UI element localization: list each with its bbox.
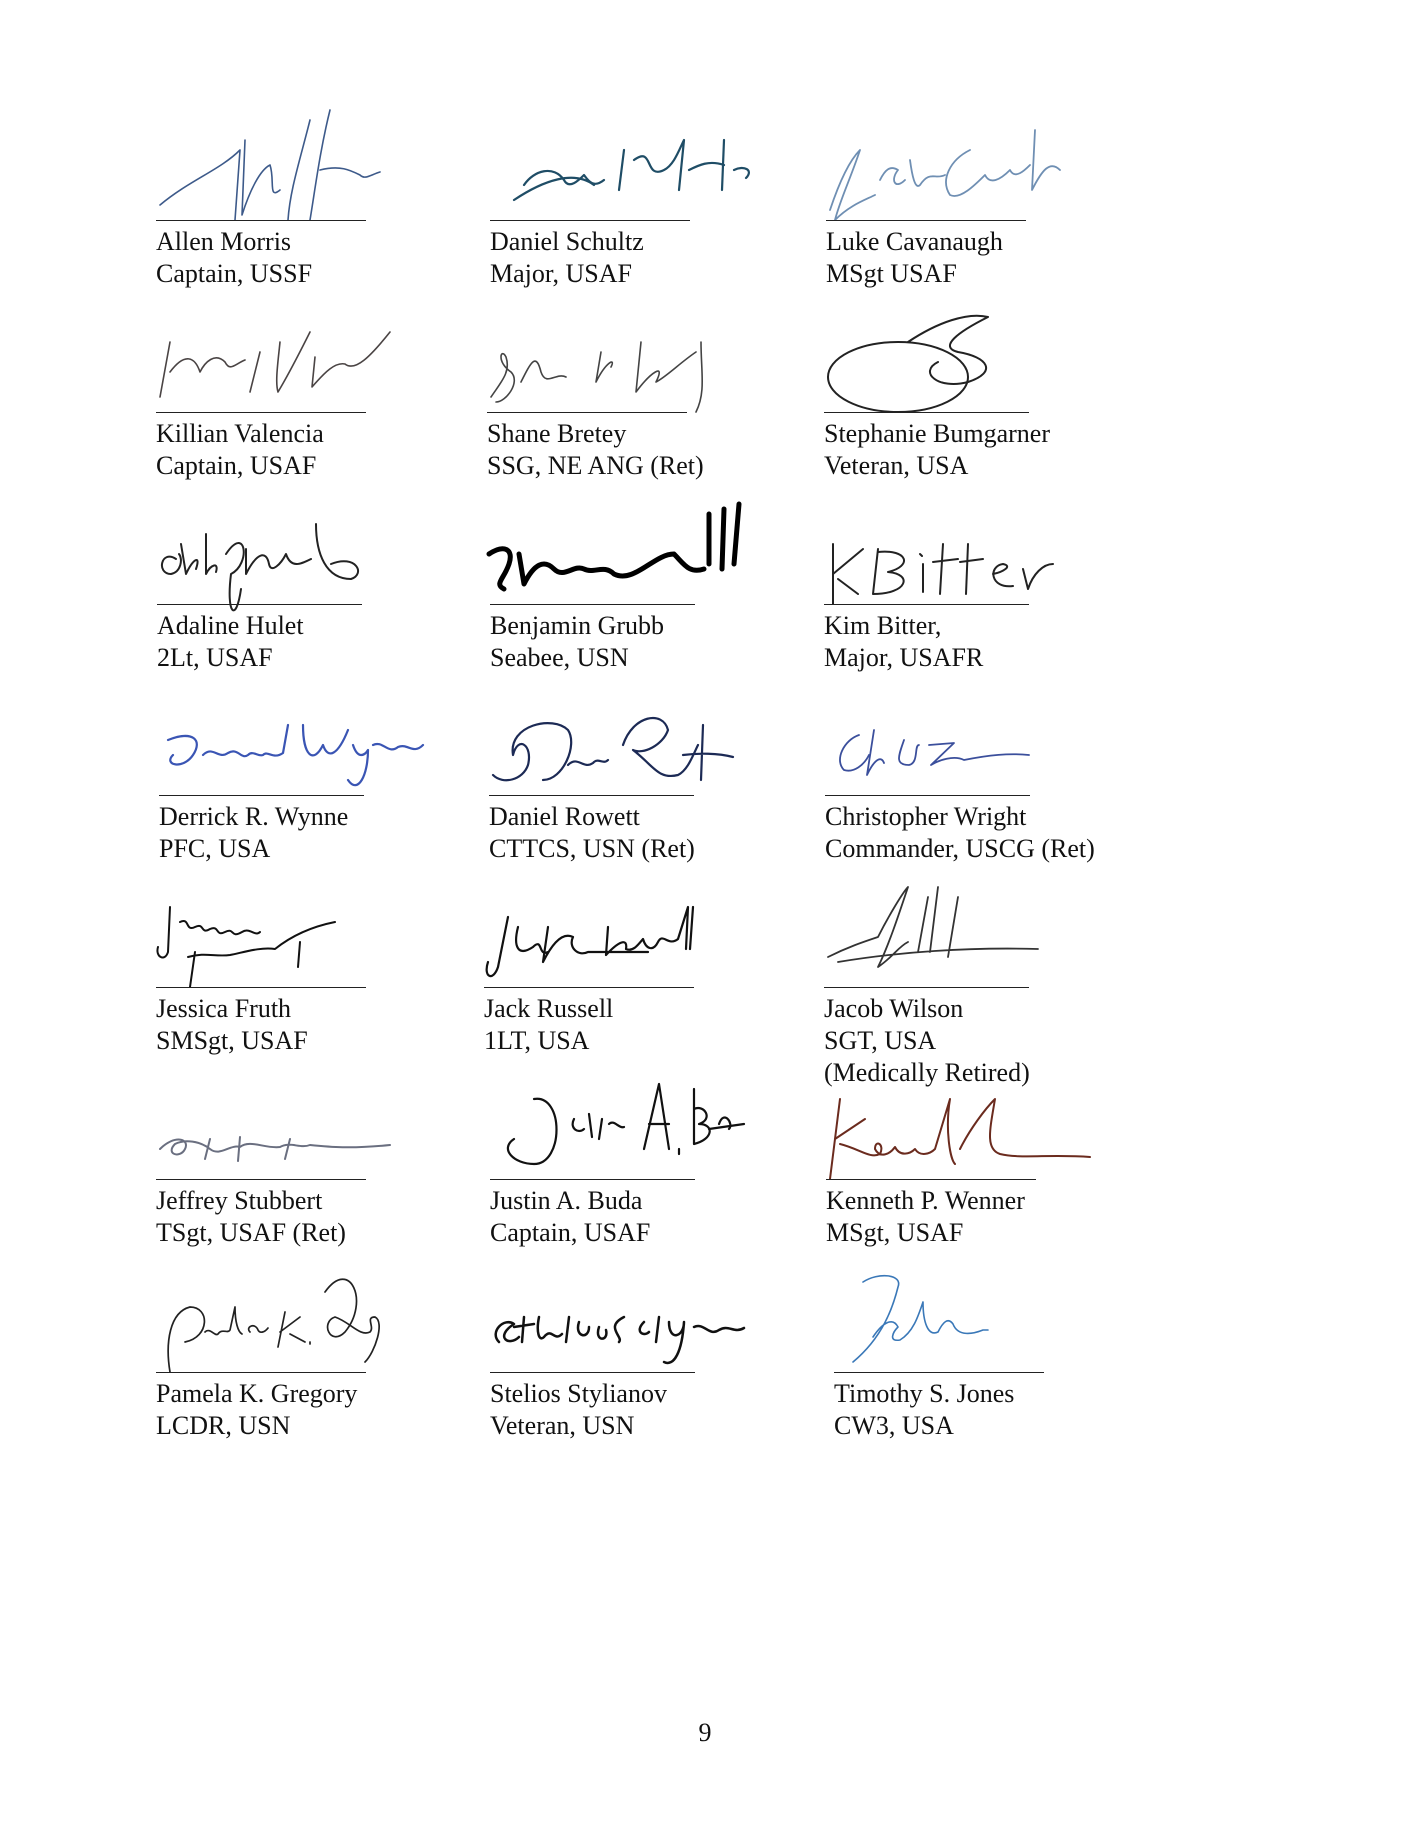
signatory-rank: Major, USAFR	[824, 643, 984, 672]
signature-line	[156, 1372, 366, 1373]
handwritten-signature	[818, 494, 1118, 614]
handwritten-signature	[150, 877, 450, 997]
signature-block	[824, 302, 1124, 502]
signature-block	[826, 110, 1126, 310]
signature-block	[156, 302, 456, 502]
handwritten-signature	[150, 1069, 450, 1189]
signatory-name: Luke Cavanaugh	[826, 227, 1003, 256]
signature-line	[824, 604, 1029, 605]
handwritten-signature	[484, 494, 784, 614]
signatory-name: Stelios Stylianov	[490, 1379, 667, 1408]
signature-line	[490, 1179, 695, 1180]
signatory-name: Kenneth P. Wenner	[826, 1186, 1025, 1215]
signatory-rank: TSgt, USAF (Ret)	[156, 1218, 346, 1247]
signatory-rank: Veteran, USN	[490, 1411, 635, 1440]
handwritten-signature	[484, 110, 784, 230]
signatory-name: Stephanie Bumgarner	[824, 419, 1050, 448]
handwritten-signature	[818, 302, 1118, 422]
signature-block	[156, 1069, 456, 1269]
signatory-rank: MSgt, USAF	[826, 1218, 964, 1247]
signature-block	[156, 1262, 456, 1462]
handwritten-signature	[150, 302, 450, 422]
signature-block	[484, 877, 784, 1077]
signatory-name: Shane Bretey	[487, 419, 627, 448]
signature-line	[826, 220, 1026, 221]
signatory-rank: Major, USAF	[490, 259, 632, 288]
signature-block	[834, 1262, 1134, 1462]
signatory-rank: Veteran, USA	[824, 451, 969, 480]
signatory-name: Justin A. Buda	[490, 1186, 643, 1215]
signatory-rank: SGT, USA	[824, 1026, 937, 1055]
signatory-rank: MSgt USAF	[826, 259, 957, 288]
signatory-name: Pamela K. Gregory	[156, 1379, 358, 1408]
handwritten-signature	[820, 1069, 1120, 1189]
signature-line	[156, 987, 366, 988]
signature-block	[490, 110, 790, 310]
signature-line	[490, 220, 690, 221]
signatory-name: Timothy S. Jones	[834, 1379, 1015, 1408]
signatory-name: Daniel Rowett	[489, 802, 640, 831]
signature-block	[157, 494, 457, 694]
signatory-rank: CTTCS, USN (Ret)	[489, 834, 695, 863]
handwritten-signature	[818, 877, 1118, 997]
handwritten-signature	[484, 1069, 784, 1189]
signature-line	[159, 795, 364, 796]
signature-block	[487, 302, 787, 502]
signature-line	[489, 795, 694, 796]
signatory-name: Jeffrey Stubbert	[156, 1186, 323, 1215]
signatory-rank: Commander, USCG (Ret)	[825, 834, 1095, 863]
signature-line	[156, 220, 366, 221]
signatory-name: Benjamin Grubb	[490, 611, 665, 640]
handwritten-signature	[151, 494, 451, 614]
signatory-name: Jack Russell	[484, 994, 614, 1023]
signature-block	[826, 1069, 1126, 1269]
signature-block	[156, 110, 456, 310]
signature-line	[157, 604, 362, 605]
signature-line	[156, 412, 366, 413]
signature-block	[490, 494, 790, 694]
signature-line	[824, 987, 1029, 988]
signatory-name: Jessica Fruth	[156, 994, 292, 1023]
signature-line	[490, 604, 695, 605]
handwritten-signature	[150, 1262, 450, 1382]
signature-block	[490, 1069, 790, 1269]
signatory-rank-note: (Medically Retired)	[824, 1058, 1030, 1087]
signatory-rank: SSG, NE ANG (Ret)	[487, 451, 704, 480]
handwritten-signature	[478, 877, 778, 997]
handwritten-signature	[150, 110, 450, 230]
signatory-name: Christopher Wright	[825, 802, 1027, 831]
signatory-rank: CW3, USA	[834, 1411, 954, 1440]
signature-block	[824, 494, 1124, 694]
handwritten-signature	[820, 110, 1120, 230]
signature-line	[156, 1179, 366, 1180]
signatory-rank: 1LT, USA	[484, 1026, 590, 1055]
signature-line	[834, 1372, 1044, 1373]
signature-block	[489, 685, 789, 885]
signatory-rank: PFC, USA	[159, 834, 271, 863]
signatory-rank: LCDR, USN	[156, 1411, 291, 1440]
handwritten-signature	[481, 302, 781, 422]
signature-line	[490, 1372, 695, 1373]
signatory-rank: SMSgt, USAF	[156, 1026, 308, 1055]
handwritten-signature	[828, 1262, 1128, 1382]
signature-line	[487, 412, 687, 413]
signatory-name: Kim Bitter,	[824, 611, 942, 640]
handwritten-signature	[484, 1262, 784, 1382]
signatory-name: Jacob Wilson	[824, 994, 964, 1023]
handwritten-signature	[819, 685, 1119, 805]
signatory-rank: Captain, USSF	[156, 259, 313, 288]
signature-block	[156, 877, 456, 1077]
signature-line	[484, 987, 694, 988]
signatory-name: Adaline Hulet	[157, 611, 304, 640]
signatory-rank: Captain, USAF	[156, 451, 317, 480]
signature-line	[824, 412, 1029, 413]
handwritten-signature	[153, 685, 453, 805]
signatory-name: Derrick R. Wynne	[159, 802, 349, 831]
signatory-name: Killian Valencia	[156, 419, 324, 448]
signature-line	[826, 1179, 1036, 1180]
signatory-rank: Seabee, USN	[490, 643, 629, 672]
signature-block	[159, 685, 459, 885]
page-number: 9	[698, 1718, 712, 1747]
signature-block	[490, 1262, 790, 1462]
signature-block	[825, 685, 1125, 885]
signatory-rank: Captain, USAF	[490, 1218, 651, 1247]
signature-line	[825, 795, 1030, 796]
signatory-rank: 2Lt, USAF	[157, 643, 273, 672]
signature-block	[824, 877, 1124, 1087]
signatory-name: Allen Morris	[156, 227, 292, 256]
signatory-name: Daniel Schultz	[490, 227, 644, 256]
handwritten-signature	[483, 685, 783, 805]
